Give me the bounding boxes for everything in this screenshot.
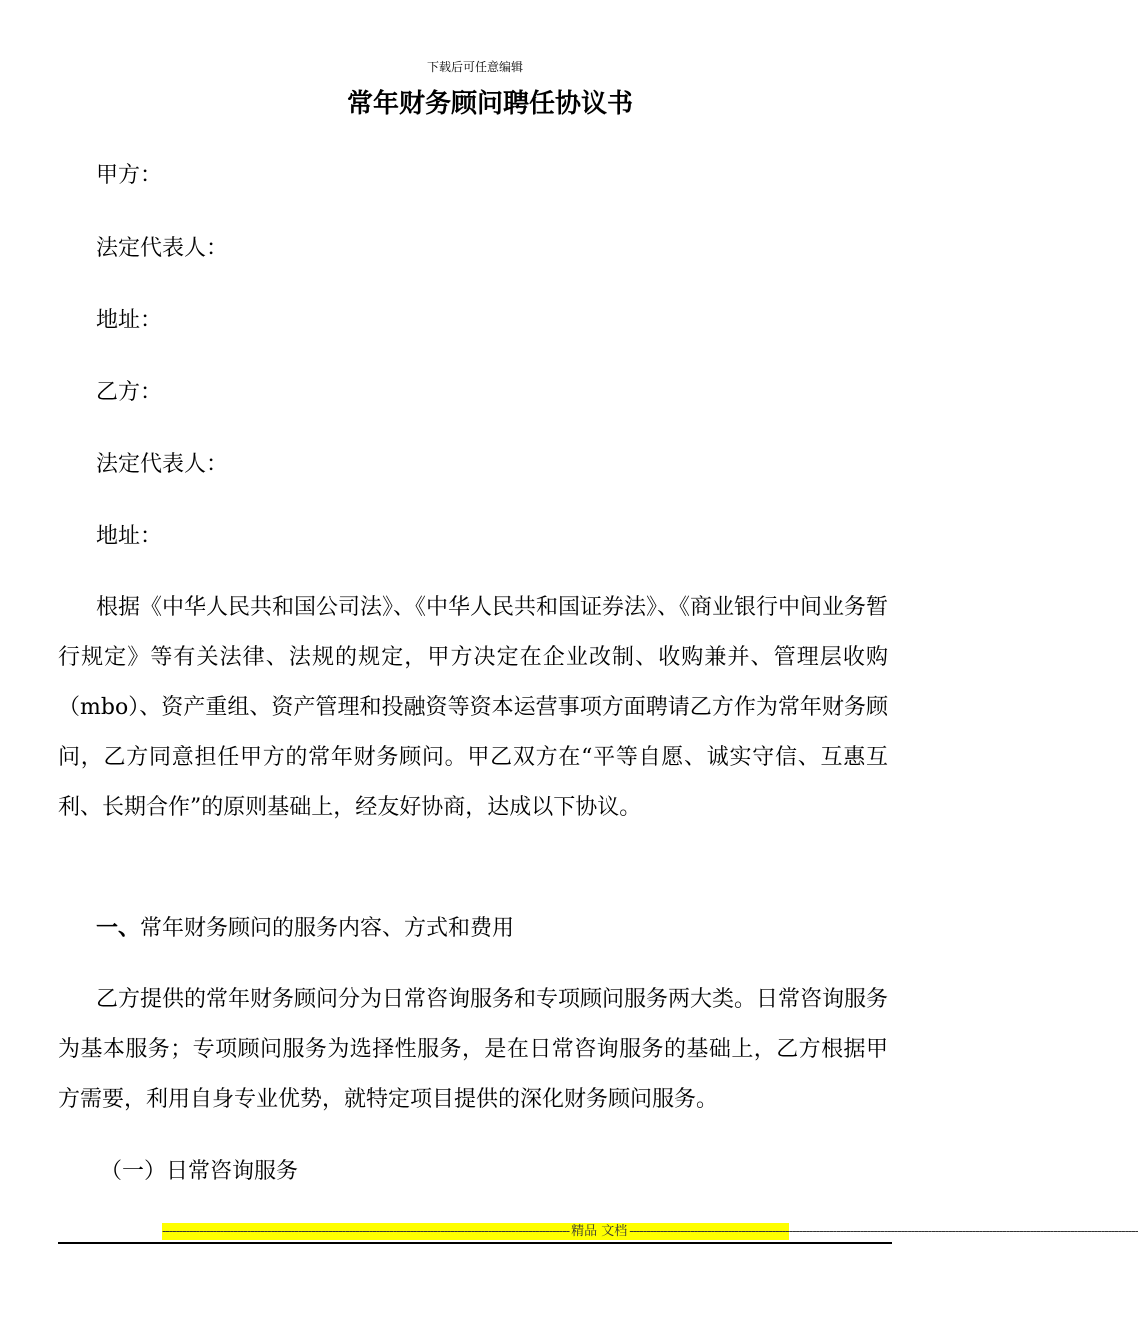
party-a-label: 甲方：	[96, 163, 163, 188]
section-1-title: 常年财务顾问的服务内容、方式和费用	[140, 916, 515, 941]
party-b-legal-rep-label: 法定代表人：	[96, 452, 229, 477]
section-1-paragraph: 乙方提供的常年财务顾问分为日常咨询服务和专项顾问服务两大类。日常咨询服务为基本服务；专项顾问服务为选择性服务，是在日常咨询服务的基础上，乙方根据甲方需要，利用自身专业优势，就特定项目提供的深化财务顾问服务。	[58, 987, 889, 1112]
party-b-label: 乙方：	[96, 380, 163, 405]
footer-banner-label: 精品 文档	[571, 1224, 628, 1239]
section-1-number: 一、	[96, 915, 141, 941]
document-title: 常年财务顾问聘任协议书	[346, 89, 633, 119]
section-1-heading	[96, 913, 514, 944]
footer-banner-dashes-left: ------------------------------------------------------------------------------------------------------------------------	[162, 1224, 570, 1239]
footer-divider	[58, 1242, 892, 1244]
footer-banner-dashes-right: ------------------------------------------------------------------------------------------------------------------------------------------------------	[629, 1224, 1138, 1239]
party-b-address-label: 地址：	[96, 524, 163, 549]
subsection-1-heading: （一）日常咨询服务	[100, 1159, 299, 1184]
header-note: 下载后可任意编辑	[426, 60, 523, 74]
party-a-legal-rep-label: 法定代表人：	[96, 236, 229, 261]
footer-banner	[162, 1223, 1138, 1240]
intro-paragraph: 根据《中华人民共和国公司法》、《中华人民共和国证券法》、《商业银行中间业务暂行规定》等有关法律、法规的规定，甲方决定在企业改制、收购兼并、管理层收购（mbo）、资产重组、资产管理和投融资等资本运营事项方面聘请乙方作为常年财务顾问，乙方同意担任甲方的常年财务顾问。甲乙双方在“平等自愿、诚实守信、互惠互利、长期合作”的原则基础上，经友好协商，达成以下协议。	[58, 595, 889, 820]
party-a-address-label: 地址：	[96, 308, 163, 333]
